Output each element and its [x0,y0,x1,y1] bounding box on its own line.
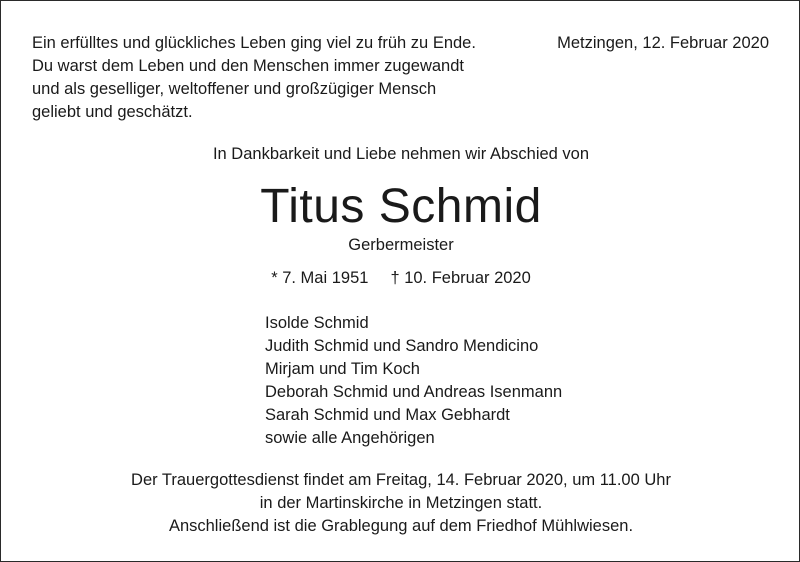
mourner-entry: sowie alle Angehörigen [265,429,435,447]
mourner-entry: Deborah Schmid und Andreas Isenmann [265,383,563,401]
birth-date: * 7. Mai 1951 [271,269,369,287]
mourner-entry: Judith Schmid und Sandro Mendicino [265,337,539,355]
memorial-poem [32,32,476,124]
death-date: † 10. Februar 2020 [390,269,531,287]
mourner-entry: Isolde Schmid [265,314,369,332]
service-line: Der Trauergottesdienst findet am Freitag, 14. Februar 2020, um 11.00 Uhr [131,471,671,489]
poem-line: und als geselliger, weltoffener und großzügiger Mensch [32,80,437,98]
poem-line: geliebt und geschätzt. [32,103,193,121]
service-line: Anschließend ist die Grablegung auf dem Friedhof Mühlwiesen. [168,517,634,535]
poem-line: Du warst dem Leben und den Menschen immer zugewandt [32,57,464,75]
deceased-profession: Gerbermeister [348,236,454,254]
deceased-name: Titus Schmid [260,180,542,233]
poem-line: Ein erfülltes und glückliches Leben ging viel zu früh zu Ende. [32,34,476,52]
funeral-service-info [1,469,781,538]
mourner-entry: Mirjam und Tim Koch [265,360,420,378]
service-line: in der Martinskirche in Metzingen statt. [259,494,543,512]
farewell-intro: In Dankbarkeit und Liebe nehmen wir Abschied von [212,145,590,163]
place-and-date: Metzingen, 12. Februar 2020 [557,34,769,52]
life-dates [1,267,800,290]
mourners-list [265,312,562,450]
mourner-entry: Sarah Schmid und Max Gebhardt [265,406,510,424]
